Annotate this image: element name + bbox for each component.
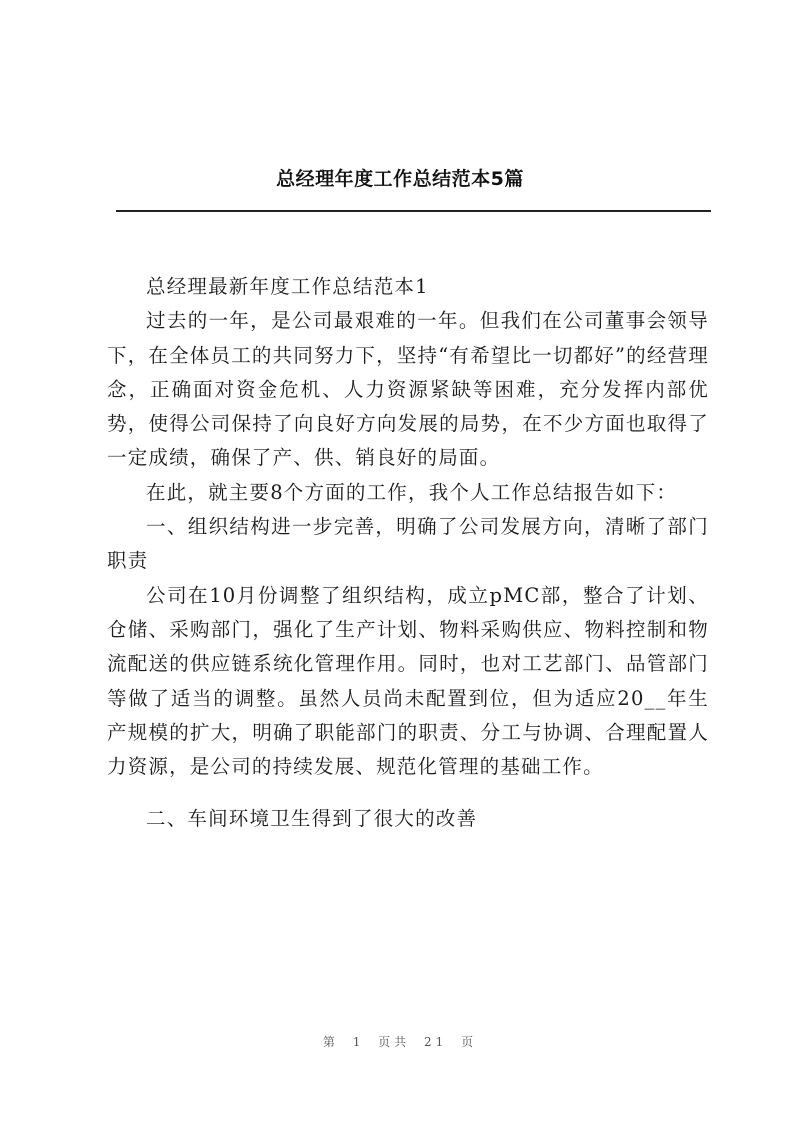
paragraph: 过去的一年，是公司最艰难的一年。但我们在公司董事会领导下，在全体员工的共同努力下，坚持“有希望比一切都好”的经营理念，正确面对资金危机、人力资源紧缺等困难，充分发挥内部优势，使得公司保持了向良好方向发展的局势，在不少方面也取得了一定成绩，确保了产、供、销良好的局面。 <box>107 309 709 470</box>
paragraph: 在此，就主要8个方面的工作，我个人工作总结报告如下： <box>146 480 678 504</box>
footer-total-pages: 21 <box>424 1035 448 1049</box>
document-body <box>107 270 709 837</box>
section-heading: 总经理最新年度工作总结范本1 <box>146 275 429 298</box>
footer-label-end: 页 <box>461 1035 478 1049</box>
document-title: 总经理年度工作总结范本5篇 <box>276 168 524 190</box>
page-footer <box>0 1033 800 1050</box>
footer-label-of: 页共 <box>378 1035 411 1049</box>
title-underline <box>116 210 711 212</box>
section-heading: 二、车间环境卫生得到了很大的改善 <box>146 807 478 831</box>
paragraph: 公司在10月份调整了组织结构，成立pMC部，整合了计划、仓储、采购部门，强化了生产计划、物料采购供应、物料控制和物流配送的供应链系统化管理作用。同时，也对工艺部门、品管部门等做了适当的调整。虽然人员尚未配置到位，但为适应20__年生产规模的扩大，明确了职能部门的职责、分工与协调、合理配置人力资源，是公司的持续发展、规范化管理的基础工作。 <box>107 583 709 779</box>
footer-current-page: 1 <box>352 1035 365 1049</box>
footer-label-page: 第 <box>322 1035 339 1049</box>
section-heading: 一、组织结构进一步完善，明确了公司发展方向，清晰了部门职责 <box>107 515 709 573</box>
